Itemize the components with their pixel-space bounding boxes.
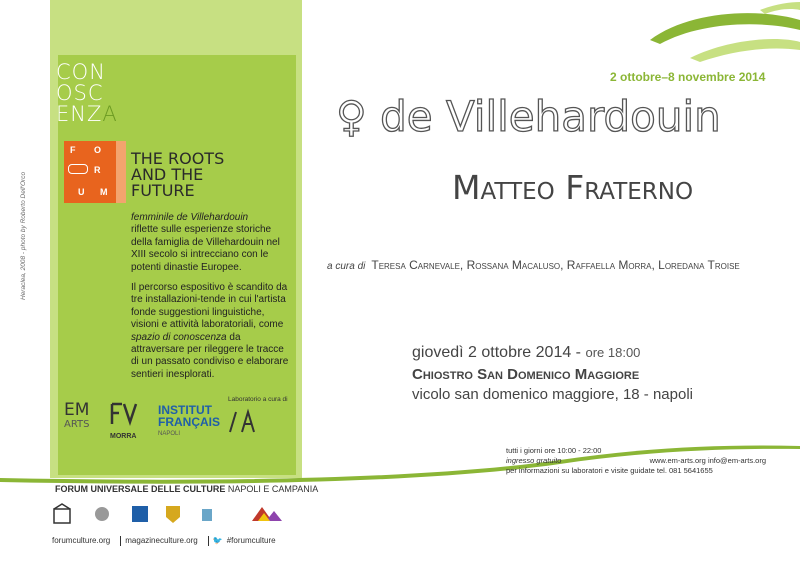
curators [327, 258, 740, 272]
forum-logo [64, 141, 116, 203]
forum-letter-m: M [100, 187, 108, 197]
twitter-icon: 🐦 [212, 536, 223, 546]
conoscenza-line-2: OSC [56, 81, 104, 105]
morra-mark-icon [110, 402, 144, 428]
footer-title-bold: FORUM UNIVERSALE DELLE CULTURE [55, 484, 226, 494]
forum-letter-u: U [78, 187, 85, 197]
twitter-hashtag-link[interactable]: #forumculture [226, 536, 276, 546]
event-time: ore 18:00 [585, 345, 641, 360]
conoscenza-line-1: CON [56, 60, 106, 84]
napoli-text: NAPOLI [158, 431, 181, 437]
conoscenza-logo [56, 62, 118, 126]
lab-label: Laboratorio a cura di [228, 396, 288, 403]
roots-line-1: THE ROOTS [131, 149, 225, 168]
link-separator [120, 536, 121, 546]
event-address: vicolo san domenico maggiore, 18 - napoli [412, 386, 693, 403]
forum-logo-accent [116, 141, 126, 203]
event-day: giovedì 2 ottobre 2014 - [412, 344, 582, 361]
swoosh-decoration [630, 0, 800, 80]
link-separator [208, 536, 209, 546]
curators-label: a cura di [327, 261, 366, 272]
roots-title [131, 151, 224, 199]
forumculture-link[interactable]: forumculture.org [52, 536, 111, 546]
entry-info: ingresso gratuito [506, 456, 562, 465]
forum-letter-r: R [94, 165, 101, 175]
francais-text: FRANÇAIS [158, 415, 220, 429]
event-venue: Chiostro San Domenico Maggiore [412, 366, 640, 383]
description-title: femminile de Villehardouin [131, 212, 249, 223]
description-text [131, 212, 291, 389]
forum-symbol-icon [68, 164, 88, 174]
description-paragraph-2b: da attraversare per rileggere le tracce di un passato condiviso e elaborare sentieri inesplorati. [131, 331, 289, 380]
forum-letter-f: F [70, 145, 76, 155]
morra-logo [110, 402, 144, 440]
comune-logo-icon [166, 506, 180, 523]
region-logo-icon [132, 506, 148, 522]
description-paragraph-2a: Il percorso espositivo è scandito da tre installazioni-tende in cui l'artista fonde suggestioni linguistiche, visioni e attività laboratoriali, come [131, 282, 288, 331]
sponsor-logos [52, 503, 302, 529]
footer-title-rest: NAPOLI E CAMPANIA [227, 484, 319, 494]
morra-logo-text: MORRA [110, 433, 137, 440]
institut-text: INSTITUT [158, 403, 212, 417]
description-paragraph-1: riflette sulle esperienze storiche della famiglia de Villehardouin nel XIII secolo si intrecciano con le potenti dinastie Europee. [131, 224, 280, 273]
fondazione-logo-icon [202, 509, 212, 521]
exhibition-title-text: de Villehardouin [380, 92, 721, 141]
unesco-logo-icon [54, 504, 70, 523]
footer-links [52, 536, 280, 546]
em-arts-logo-arts: ARTS [64, 419, 90, 430]
description-paragraph-2-italic: spazio di conoscenza [131, 331, 227, 343]
conoscenza-line-4: A [102, 102, 118, 126]
forum-mondiale-logo-icon [252, 507, 282, 521]
female-symbol-icon: ♀ [336, 92, 367, 141]
photo-credit: Heraclea, 2008 - photo by Roberto Dell'Orco [20, 171, 27, 300]
roots-line-2: AND THE [131, 165, 204, 184]
phone-info: per informazioni su laboratori e visite guidate tel. 081 5641655 [506, 466, 713, 475]
opening-hours: tutti i giorni ore 10:00 - 22:00 [506, 446, 602, 455]
event-date [412, 344, 640, 362]
magazineculture-link[interactable]: magazineculture.org [125, 536, 198, 546]
conoscenza-line-3: ENZ [56, 102, 103, 126]
em-arts-logo [64, 402, 90, 431]
footer-title [55, 484, 318, 494]
ministry-logo-icon [95, 507, 109, 521]
date-range: 2 ottobre–8 novembre 2014 [610, 70, 766, 84]
web-contacts[interactable]: www.em-arts.org info@em-arts.org [649, 456, 766, 465]
lab-logo-icon [228, 408, 268, 439]
roots-line-3: FUTURE [131, 181, 195, 200]
forum-letter-o: O [94, 145, 102, 155]
em-arts-logo-em: EM [64, 400, 90, 420]
info-block [506, 446, 766, 476]
artist-name: Matteo Fraterno [452, 168, 694, 207]
institut-francais-logo [158, 404, 220, 440]
curators-names: Teresa Carnevale, Rossana Macaluso, Raffaella Morra, Loredana Troise [371, 258, 740, 272]
exhibition-title [336, 92, 721, 141]
